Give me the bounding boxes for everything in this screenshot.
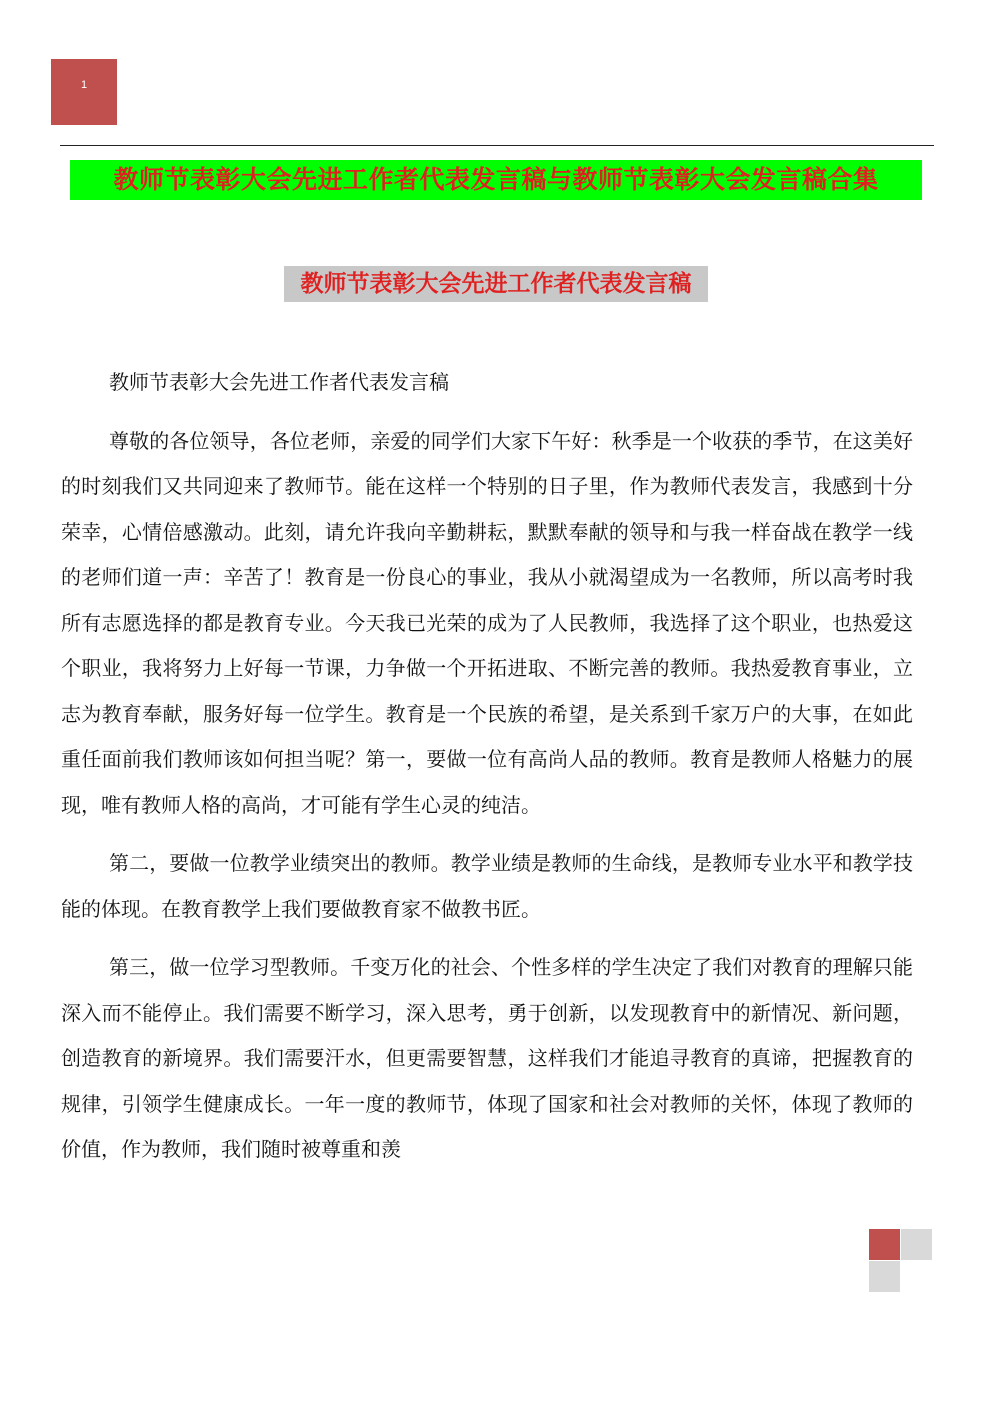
document-body [61,360,913,1186]
body-paragraph: 尊敬的各位领导，各位老师，亲爱的同学们大家下午好：秋季是一个收获的季节，在这美好的时刻我们又共同迎来了教师节。能在这样一个特别的日子里，作为教师代表发言，我感到十分荣幸，心情倍感激动。此刻，请允许我向辛勤耕耘，默默奉献的领导和与我一样奋战在教学一线的老师们道一声：辛苦了！教育是一份良心的事业，我从小就渴望成为一名教师，所以高考时我所有志愿选择的都是教育专业。今天我已光荣的成为了人民教师，我选择了这个职业，也热爱这个职业，我将努力上好每一节课，力争做一个开拓进取、不断完善的教师。我热爱教育事业，立志为教育奉献，服务好每一位学生。教育是一个民族的希望，是关系到千家万户的大事，在如此重任面前我们教师该如何担当呢？第一，要做一位有高尚人品的教师。教育是教师人格魅力的展现，唯有教师人格的高尚，才可能有学生心灵的纯洁。 [61,428,913,817]
corner-decoration-red [869,1229,900,1260]
body-paragraph: 第二，要做一位教学业绩突出的教师。教学业绩是教师的生命线，是教师专业水平和教学技能的体现。在教育教学上我们要做教育家不做教书匠。 [61,851,913,921]
main-title-highlight [70,160,922,200]
section-title: 教师节表彰大会先进工作者代表发言稿 [300,270,692,297]
page-number-badge: 1 [51,59,117,125]
section-title-highlight [284,266,708,302]
corner-decoration-grey [901,1229,932,1260]
corner-decoration-grey [869,1261,900,1292]
body-paragraph: 教师节表彰大会先进工作者代表发言稿 [109,370,449,394]
body-paragraph: 第三，做一位学习型教师。千变万化的社会、个性多样的学生决定了我们对教育的理解只能深入而不能停止。我们需要不断学习，深入思考，勇于创新，以发现教育中的新情况、新问题，创造教育的新境界。我们需要汗水，但更需要智慧，这样我们才能追寻教育的真谛，把握教育的规律，引领学生健康成长。一年一度的教师节，体现了国家和社会对教师的关怀，体现了教师的价值，作为教师，我们随时被尊重和羡 [61,955,913,1161]
header-divider [60,145,934,146]
document-main-title: 教师节表彰大会先进工作者代表发言稿与教师节表彰大会发言稿合集 [113,165,879,194]
